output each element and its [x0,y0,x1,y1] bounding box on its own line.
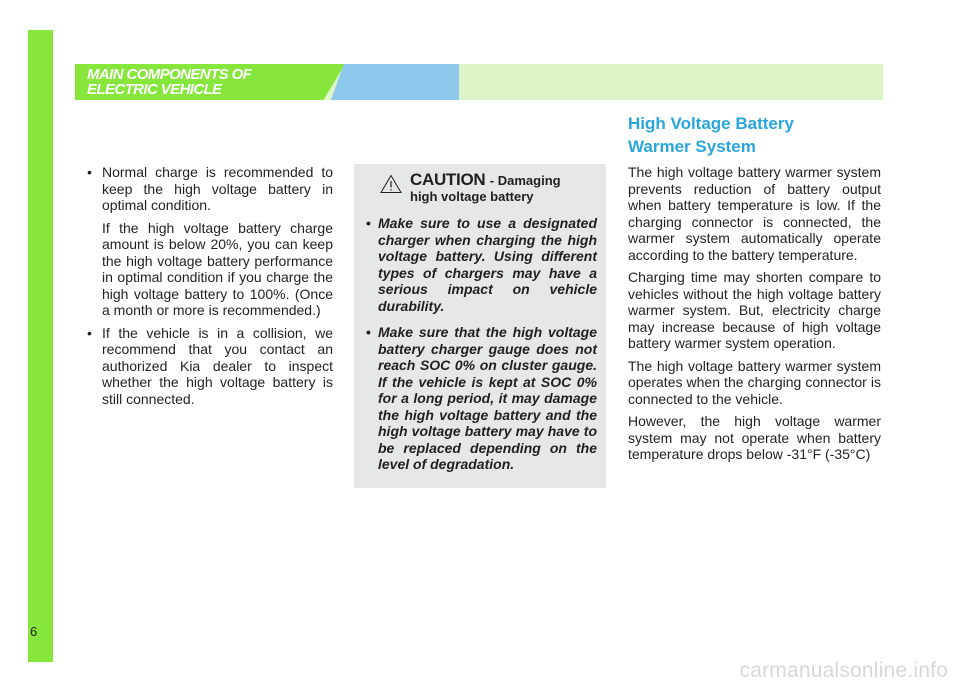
caution-item [366,215,597,314]
paragraph: Charging time may shorten compare to vehicles without the high voltage battery warmer system. But, electricity charge may increase because of high voltage battery warmer system operation. [628,269,881,351]
header-blue-block [331,64,459,100]
caution-word: CAUTION [410,170,486,189]
paragraph: The high voltage battery warmer system operates when the charging connector is connected to the vehicle. [628,357,881,407]
caution-box [354,164,606,488]
caution-item-text: Make sure that the high voltage battery charger gauge does not reach SOC 0% on cluster gauge. If the vehicle is kept at SOC 0% for a long period, it may damage the high voltage battery and the high voltage battery may have to be replaced depending on the level of degradation. [378,324,597,472]
bullet-dot: • [366,215,371,231]
bullet-item [87,325,333,408]
bullet-text: If the vehicle is in a collision, we recommend that you contact an authorized Kia dealer to inspect whether the high voltage battery is still connected. [102,324,333,407]
bullet-dot: • [87,164,92,180]
bullet-dot: • [366,324,371,340]
bullet-dot: • [87,324,92,341]
caution-item-text: Make sure to use a designated charger when charging the high voltage battery. Using different types of chargers may have a serious impact on vehicle durability. [378,215,597,314]
paragraph: However, the high voltage warmer system may not operate when battery temperature drops below -31°F (-35°C) [628,413,881,462]
paragraph: The high voltage battery warmer system prevents reduction of battery output when battery temperature is low. If the charging connector is connected, the warmer system automatically operate according to the battery temperature. [628,164,881,263]
side-accent-bar [28,30,53,662]
bullet-item [87,164,333,214]
chapter-title-line1: MAIN COMPONENTS OF [87,66,252,83]
caution-title [410,172,561,205]
chapter-title-line2: ELECTRIC VEHICLE [87,81,222,98]
bullet-text: Normal charge is recommended to keep the high voltage battery in optimal condition. [102,164,333,213]
caution-header [366,172,597,205]
right-column [628,164,881,469]
bullet-subparagraph: If the high voltage battery charge amount is below 20%, you can keep the high voltage battery performance in optimal condition if you charge the high voltage battery to 100%. (Once a month or more is recommended.) [102,219,333,318]
section-title-line1: High Voltage Battery [628,114,794,133]
caution-subtitle-line2: high voltage battery [410,189,534,204]
left-column [87,164,333,413]
watermark: carmanualsonline.info [739,659,948,682]
warning-triangle-icon [380,174,402,194]
caution-subtitle: - Damaging [489,173,561,188]
chapter-title [87,67,337,97]
page-number: 6 [30,624,38,639]
caution-item [366,324,597,473]
section-title [628,112,888,158]
section-title-line2: Warmer System [628,137,756,156]
